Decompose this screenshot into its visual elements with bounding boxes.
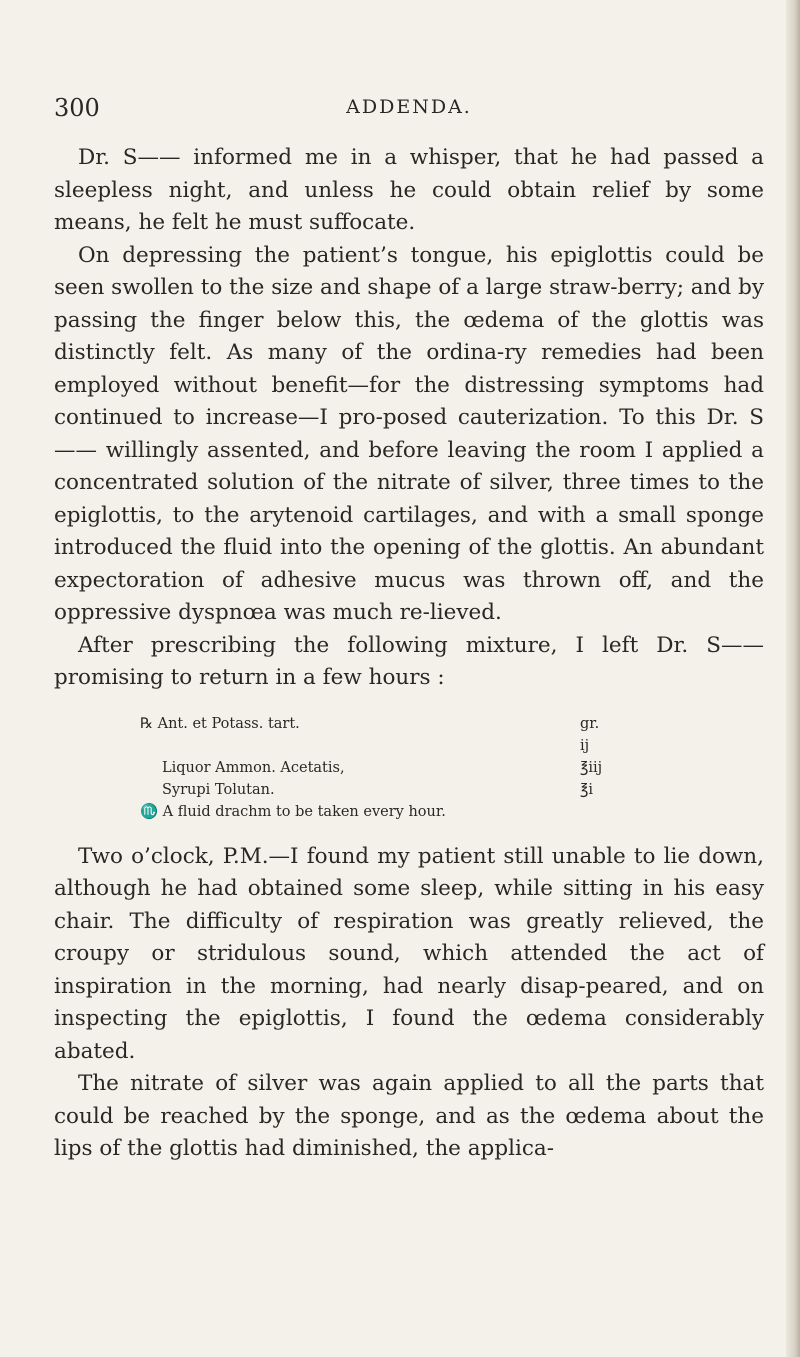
prescription-amount: ℥iij [580,759,603,776]
prescription-item: Syrupi Tolutan. [162,781,275,798]
prescription-item: ℞ Ant. et Potass. tart. [140,715,300,732]
page-number: 300 [54,94,100,122]
prescription-direction: ♏ A fluid drachm to be taken every hour. [140,803,446,820]
prescription-line [140,779,610,801]
prescription-amount: gr. ij [580,715,600,754]
prescription-amount: ℥i [580,781,594,798]
paragraph-4: Two o’clock, P.M.—I found my patient still unable to lie down, although he had obtained some sleep, while sitting in his easy chair. The difficulty of respiration was greatly relieved, the croupy or stridulous sound, which attended the act of inspiration in the morning, had nearly disap-peared, and on inspecting the epiglottis, I found the œdema considerably abated. [54,843,764,1064]
paragraph-3: After prescribing the following mixture, I left Dr. S—— promising to return in a few hours : [54,632,764,690]
page-header [54,90,764,134]
paragraph-5: The nitrate of silver was again applied to all the parts that could be reached by the sponge, and as the œdema about the lips of the glottis had diminished, the applica- [54,1071,764,1161]
prescription-line [140,757,610,779]
book-page [54,90,764,1166]
paragraph-2: On depressing the patient’s tongue, his epiglottis could be seen swollen to the size and shape of a large straw-berry; and by passing the finger below this, the œdema of the glottis was distinctly felt. As many of the ordina-ry remedies had been employed without benefit—for the distressing symptoms had continued to increase—I pro-posed cauterization. To this Dr. S—— willingly assented, and before leaving the room I applied a concentrated solution of the nitrate of silver, three times to the epiglottis, to the arytenoid cartilages, and with a small sponge introduced the fluid into the opening of the glottis. An abundant expectoration of adhesive mucus was thrown off, and the oppressive dyspnœa was much re-lieved. [54,242,764,625]
page-edge-shadow [786,0,800,1357]
prescription-item: Liquor Ammon. Acetatis, [162,759,345,776]
paragraph-1: Dr. S—— informed me in a whisper, that he had passed a sleepless night, and unless he could obtain relief by some means, he felt he must suffocate. [54,145,764,235]
running-head: ADDENDA. [346,96,472,118]
prescription-line [140,713,610,757]
prescription [54,713,610,823]
